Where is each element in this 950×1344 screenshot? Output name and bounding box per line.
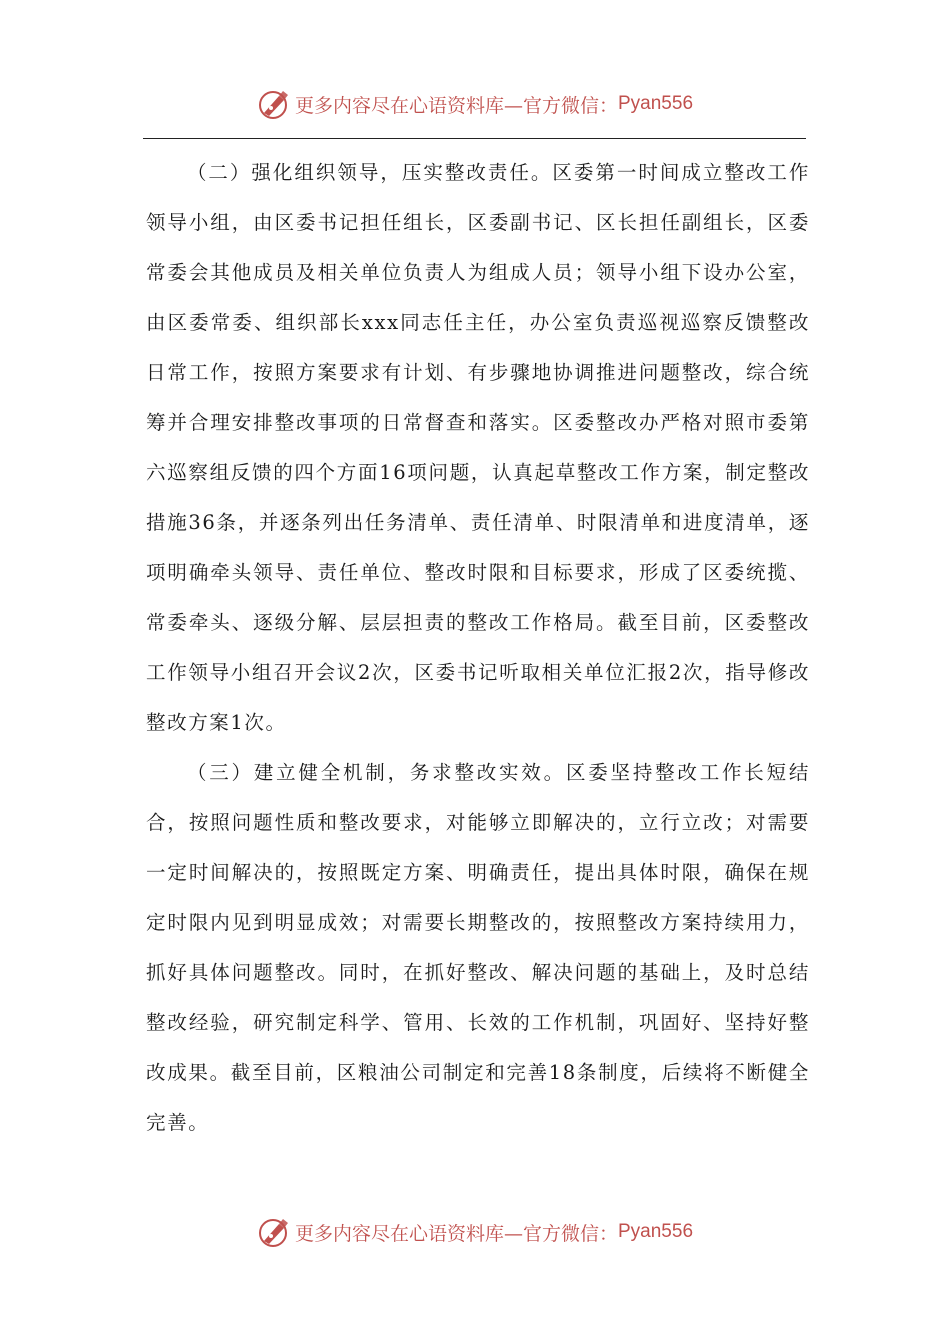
header-divider bbox=[143, 138, 806, 139]
paragraph-mechanism-building: （三）建立健全机制，务求整改实效。区委坚持整改工作长短结合，按照问题性质和整改要求，对能够立即解决的，立行立改；对需要一定时间解决的，按照既定方案、明确责任，提出具体时限，确保在规定时限内见到明显成效；对需要长期整改的，按照整改方案持续用力，抓好具体问题整改。同时，在抓好整改、解决问题的基础上，及时总结整改经验，研究制定科学、管用、长效的工作机制，巩固好、坚持好整改成果。截至目前，区粮油公司制定和完善18条制度，后续将不断健全完善。 bbox=[146, 761, 810, 1134]
header-banner bbox=[0, 84, 950, 124]
header-banner-text: 更多内容尽在心语资料库—官方微信： bbox=[294, 94, 618, 117]
paragraph-organization-leadership: （二）强化组织领导，压实整改责任。区委第一时间成立整改工作领导小组，由区委书记担任组长，区委副书记、区长担任副组长，区委常委会其他成员及相关单位负责人为组成人员；领导小组下设办公室，由区委常委、组织部长xxx同志任主任，办公室负责巡视巡察反馈整改日常工作，按照方案要求有计划、有步骤地协调推进问题整改，综合统筹并合理安排整改事项的日常督查和落实。区委整改办严格对照市委第六巡察组反馈的四个方面16项问题，认真起草整改工作方案，制定整改措施36条，并逐条列出任务清单、责任清单、时限清单和进度清单，逐项明确牵头领导、责任单位、整改时限和目标要求，形成了区委统揽、常委牵头、逐级分解、层层担责的整改工作格局。截至目前，区委整改工作领导小组召开会议2次，区委书记听取相关单位汇报2次，指导修改整改方案1次。 bbox=[146, 161, 810, 734]
footer-banner-text: 更多内容尽在心语资料库—官方微信： bbox=[294, 1222, 618, 1245]
footer-banner bbox=[0, 1212, 950, 1252]
pen-nib-logo-icon bbox=[257, 87, 291, 121]
footer-banner-wechat-id: Pyan556 bbox=[618, 1221, 694, 1242]
header-banner-wechat-id: Pyan556 bbox=[618, 93, 694, 114]
document-body bbox=[146, 148, 810, 1148]
pen-nib-logo-icon bbox=[257, 1215, 291, 1249]
